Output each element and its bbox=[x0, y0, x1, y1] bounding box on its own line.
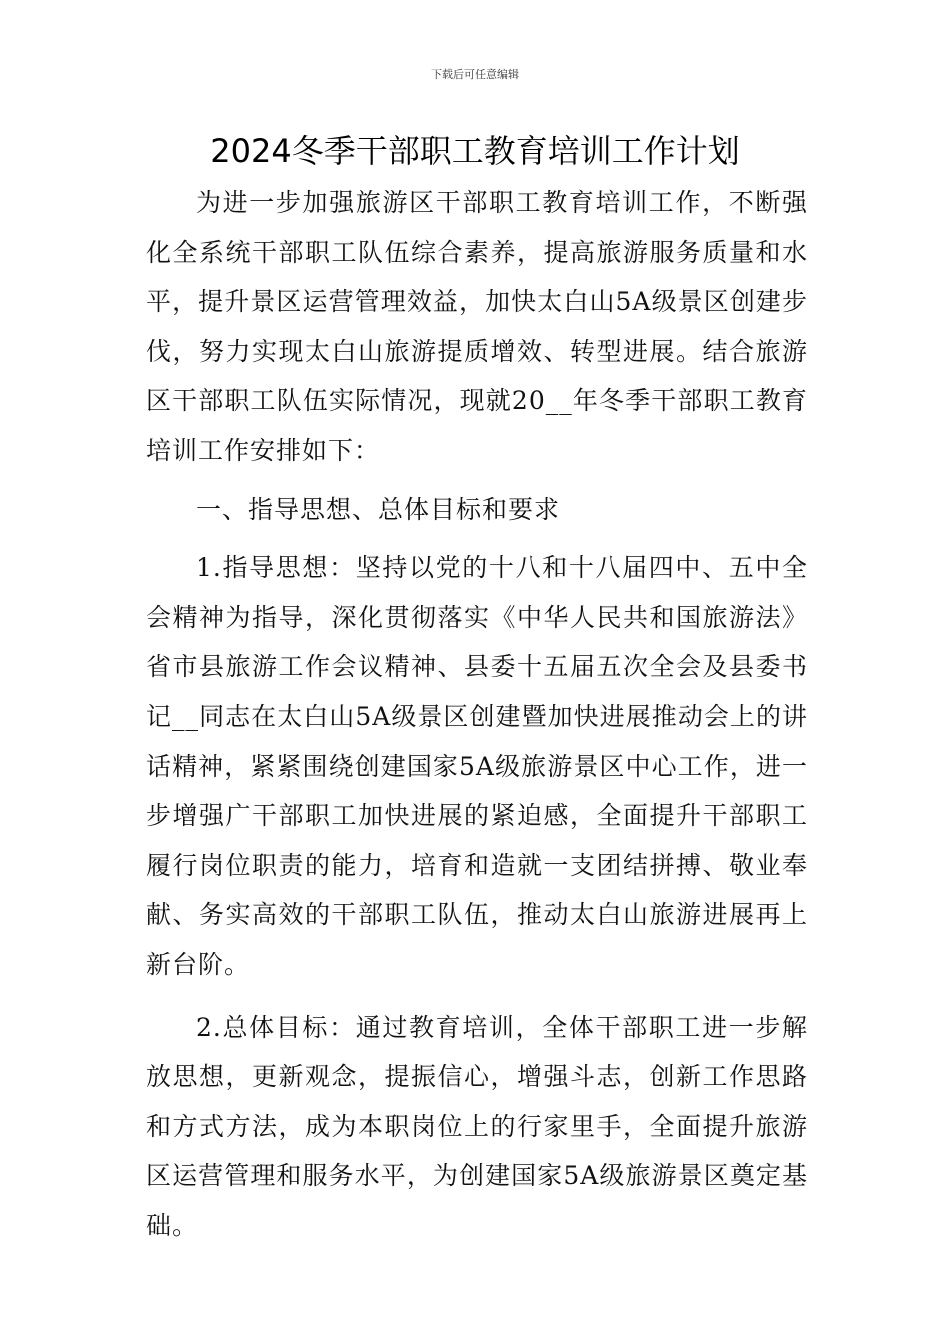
document-body bbox=[146, 178, 808, 1250]
header-note: 下载后可任意编辑 bbox=[431, 68, 519, 81]
section-heading: 一、指导思想、总体目标和要求 bbox=[196, 494, 561, 524]
paragraph-overall-goal: 2.总体目标：通过教育培训，全体干部职工进一步解放思想，更新观念，提振信心，增强斗志，创新工作思路和方式方法，成为本职岗位上的行家里手，全面提升旅游区运营管理和服务水平，为创建国家5A级旅游景区奠定基础。 bbox=[146, 1012, 808, 1240]
document-title: 2024冬季干部职工教育培训工作计划 bbox=[210, 132, 740, 170]
paragraph-guiding-thought: 1.指导思想：坚持以党的十八和十八届四中、五中全会精神为指导，深化贯彻落实《中华人民共和国旅游法》省市县旅游工作会议精神、县委十五届五次全会及县委书记__同志在太白山5A级景区创建暨加快进展推动会上的讲话精神，紧紧围绕创建国家5A级旅游景区中心工作，进一步增强广干部职工加快进展的紧迫感，全面提升干部职工履行岗位职责的能力，培育和造就一支团结拼搏、敬业奉献、务实高效的干部职工队伍，推动太白山旅游进展再上新台阶。 bbox=[146, 553, 808, 979]
paragraph-intro: 为进一步加强旅游区干部职工教育培训工作，不断强化全系统干部职工队伍综合素养，提高旅游服务质量和水平，提升景区运营管理效益，加快太白山5A级景区创建步伐，努力实现太白山旅游提质增效、转型进展。结合旅游区干部职工队伍实际情况，现就20__年冬季干部职工教育培训工作安排如下： bbox=[146, 188, 808, 465]
